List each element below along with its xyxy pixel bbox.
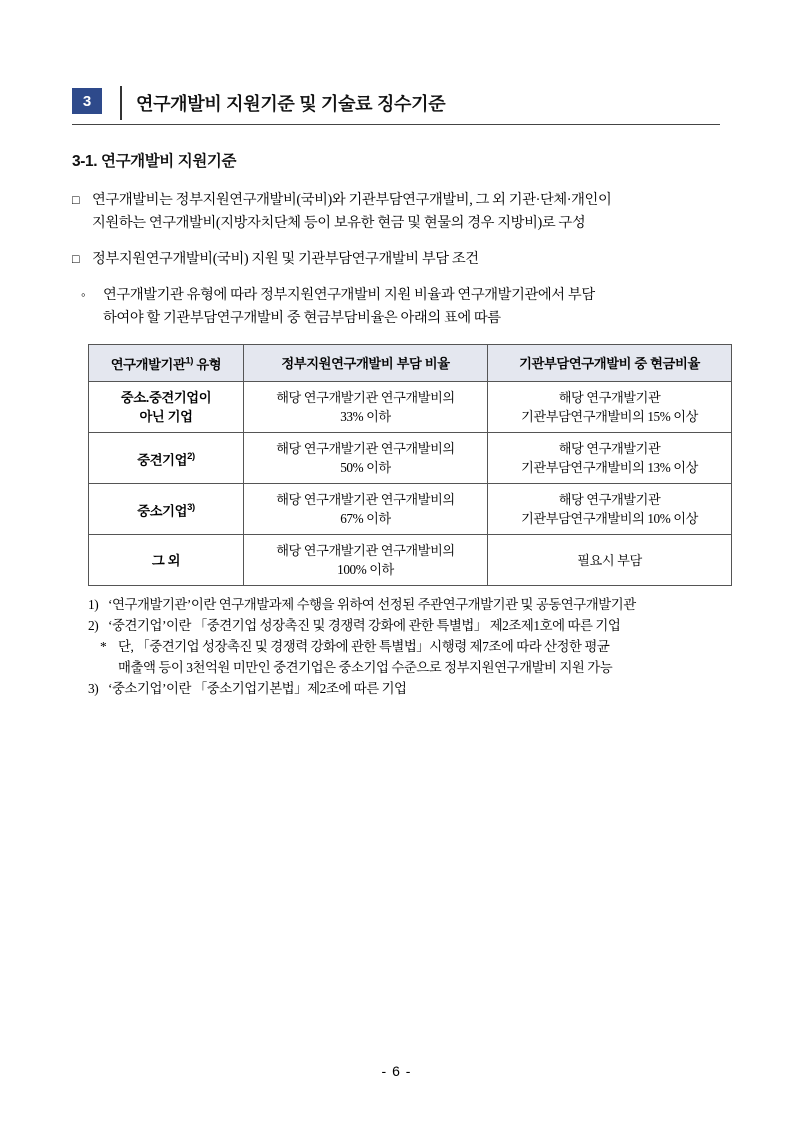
table-cell-cash-ratio: 필요시 부담	[488, 535, 732, 586]
bullet-1-seg-1: 연구개발비는	[92, 192, 173, 208]
square-bullet-icon	[72, 189, 92, 211]
bullet-3-seg-6: 비율과	[414, 287, 455, 303]
bullet-3-seg-1: 연구개발기관	[103, 287, 184, 303]
table-cell-gov-ratio	[244, 484, 488, 535]
cell-line-1: 해당 연구개발기관 연구개발비의	[276, 390, 455, 405]
cell-line-2: 기관부담연구개발비의 13% 이상	[521, 460, 698, 475]
table-cell-gov-ratio	[244, 382, 488, 433]
table-row	[89, 535, 732, 586]
section-header	[72, 86, 720, 120]
table-cell-cash-ratio	[488, 433, 732, 484]
bullet-1-seg-2: 정부지원연구개발비(국비)와	[175, 192, 346, 208]
footnote-item	[88, 615, 731, 636]
footnote-marker: 1)	[88, 597, 99, 612]
row-label-note: 3)	[187, 501, 195, 513]
footnote-item	[88, 678, 731, 699]
bullet-3-seg-8: 부담	[567, 287, 595, 303]
cell-line-2: 100% 이하	[337, 562, 394, 577]
footnote-marker: 3)	[88, 681, 99, 696]
table-cell-cash-ratio	[488, 484, 732, 535]
bullet-1-seg-5: 외	[492, 192, 506, 208]
table-body	[89, 382, 732, 586]
footnote-item	[88, 636, 731, 657]
footnote-text: ‘중소기업’이란 「중소기업기본법」제2조에 따른 기업	[108, 681, 407, 696]
bullet-1-seg-6: 기관·단체·개인이	[508, 192, 612, 208]
bullet-3-seg-3: 따라	[230, 287, 257, 303]
cell-line-2: 67% 이하	[340, 511, 391, 526]
row-label-line-1: 중소.중견기업이	[120, 390, 212, 405]
header-note-marker: 1)	[185, 355, 194, 367]
row-label-line-1: 중견기업	[137, 452, 188, 468]
cell-line-1: 해당 연구개발기관	[558, 441, 661, 456]
footnote-text: ‘연구개발기관’이란 연구개발과제 수행을 위하여 선정된 주관연구개발기관 및 공동연구개발기관	[108, 597, 636, 612]
bullet-1-seg-4: 그	[475, 192, 489, 208]
page-content	[72, 86, 720, 699]
cell-line-1: 해당 연구개발기관 연구개발비의	[276, 441, 455, 456]
table-row	[89, 484, 732, 535]
table-header	[89, 345, 732, 382]
footnote-marker: 2)	[88, 618, 99, 633]
row-label-line-1: 중소기업	[137, 503, 188, 519]
support-criteria-table	[88, 344, 732, 586]
table-cell-gov-ratio	[244, 535, 488, 586]
bullet-1-line-2: 지원하는 연구개발비(지방자치단체 등이 보유한 현금 및 현물의 경우 지방비)로 구성	[92, 215, 586, 231]
footnote-text-line-2: 매출액 등이 3천억원 미만인 중견기업은 중소기업 수준으로 정부지원연구개발비 지원 가능	[118, 660, 613, 675]
bullet-3-seg-2: 유형에	[186, 287, 227, 303]
footnote-list	[88, 594, 731, 699]
page-title: 연구개발비 지원기준 및 기술료 징수기준	[136, 94, 446, 114]
circle-bullet-icon	[72, 284, 103, 305]
bullet-text	[92, 248, 720, 271]
section-number-badge: 3	[72, 88, 102, 114]
row-label-line-2: 아닌 기업	[139, 409, 193, 424]
section-divider	[120, 86, 122, 120]
table-cell-row-label: 그 외	[89, 535, 244, 586]
bullet-1-seg-3: 기관부담연구개발비,	[348, 192, 473, 208]
footnote-text-line-1: 단, 「중견기업 성장촉진 및 경쟁력 강화에 관한 특별법」시행령 제7조에 따라 산정한 평균	[118, 639, 610, 654]
cell-line-1: 해당 연구개발기관	[558, 492, 661, 507]
table-cell-row-label	[89, 484, 244, 535]
cell-line-1: 해당 연구개발기관	[558, 390, 661, 405]
table-row	[89, 382, 732, 433]
bullet-2-line-1: 정부지원연구개발비(국비) 지원 및 기관부담연구개발비 부담 조건	[92, 251, 479, 267]
bullet-text	[103, 284, 720, 330]
bullet-text	[92, 189, 720, 235]
footnote-marker-star: *	[100, 639, 107, 654]
footnote-text	[118, 636, 731, 657]
bullet-3-seg-4: 정부지원연구개발비	[260, 287, 381, 303]
table-cell-row-label	[89, 382, 244, 433]
table-cell-cash-ratio	[488, 382, 732, 433]
header-text-0: 연구개발기관$^{1)}$ 유형	[110, 355, 222, 373]
footnote-item-continuation	[88, 657, 731, 678]
table-header-row	[89, 345, 732, 382]
cell-line-2: 50% 이하	[340, 460, 391, 475]
cell-line-2: 33% 이하	[340, 409, 391, 424]
row-label-note: 2)	[187, 450, 195, 462]
table-header-cell-gov-support-ratio: 정부지원연구개발비 부담 비율	[244, 345, 488, 382]
cell-line-1: 해당 연구개발기관 연구개발비의	[276, 543, 455, 558]
table-header-cell-institution-type	[89, 345, 244, 382]
table-cell-gov-ratio	[244, 433, 488, 484]
table-cell-row-label	[89, 433, 244, 484]
cell-line-1: 해당 연구개발기관 연구개발비의	[276, 492, 455, 507]
square-bullet-icon	[72, 248, 92, 270]
footnote-item	[88, 594, 731, 615]
cell-line-2: 기관부담연구개발비의 15% 이상	[521, 409, 698, 424]
footnote-text: ‘중견기업’이란 「중견기업 성장촉진 및 경쟁력 강화에 관한 특별법」 제2조제1호에 따른 기업	[108, 618, 621, 633]
bullet-item	[72, 284, 720, 330]
bullet-3-seg-7: 연구개발기관에서	[457, 287, 565, 303]
bullet-item	[72, 189, 720, 235]
table-row	[89, 433, 732, 484]
bullet-3-line-2: 하여야 할 기관부담연구개발비 중 현금부담비율은 아래의 표에 따름	[103, 310, 501, 326]
header-rule	[72, 124, 720, 125]
subsection-heading: 3-1. 연구개발비 지원기준	[72, 153, 237, 170]
page-number: - 6 -	[381, 1063, 412, 1079]
cell-line-2: 기관부담연구개발비의 10% 이상	[521, 511, 698, 526]
bullet-item	[72, 248, 720, 271]
table-header-cell-cash-ratio: 기관부담연구개발비 중 현금비율	[488, 345, 732, 382]
bullet-3-seg-5: 지원	[383, 287, 411, 303]
